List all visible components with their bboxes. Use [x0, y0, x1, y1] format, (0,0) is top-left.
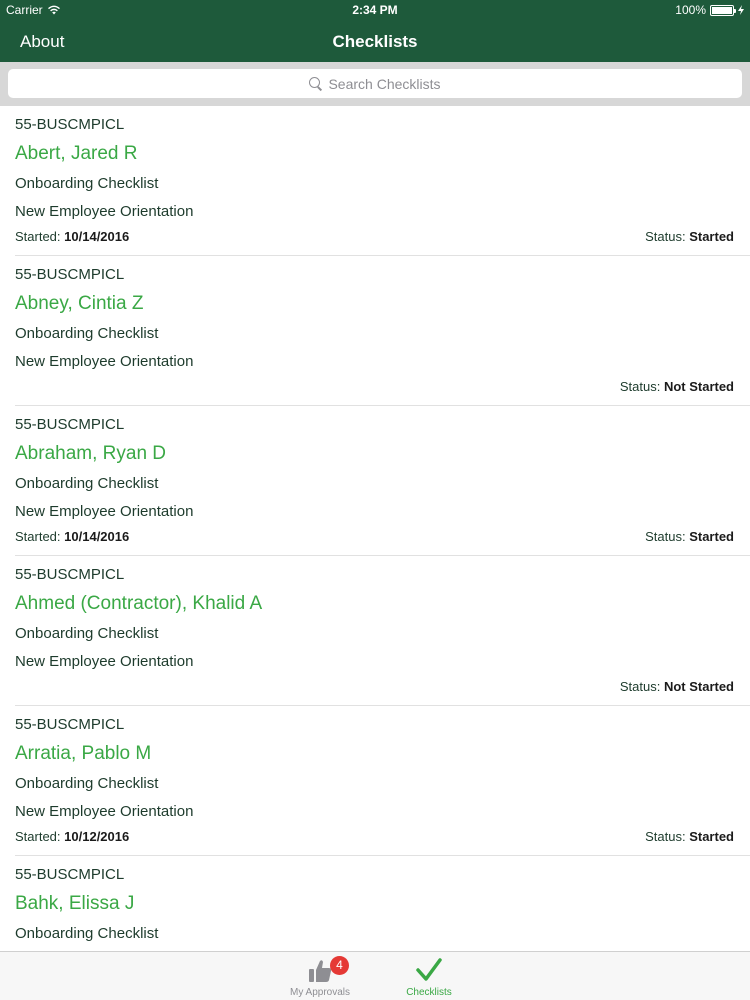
- started-date: 10/14/2016: [64, 529, 130, 544]
- tab-label: Checklists: [406, 987, 452, 998]
- started-label: Started:: [15, 229, 61, 244]
- checklist-type: Onboarding Checklist: [15, 475, 159, 492]
- checklist-code: 55-BUSCMPICL: [15, 266, 125, 283]
- checklist-subtitle: New Employee Orientation: [15, 353, 194, 370]
- employee-name: Arratia, Pablo M: [15, 743, 152, 764]
- tab-label: My Approvals: [289, 987, 351, 998]
- list-item[interactable]: [15, 406, 750, 556]
- search-bar: [0, 62, 750, 106]
- status-label: Status:: [645, 829, 686, 844]
- tab-checklists[interactable]: [384, 952, 474, 1000]
- battery-icon: [710, 5, 734, 16]
- status-label: Status:: [619, 679, 661, 694]
- checklist-code: 55-BUSCMPICL: [15, 116, 125, 133]
- status-info: [620, 679, 734, 694]
- list-item[interactable]: [15, 556, 750, 706]
- status-label: Status:: [645, 229, 686, 244]
- battery-percent: 100%: [675, 3, 706, 17]
- status-value: Started: [689, 229, 734, 244]
- about-button[interactable]: About: [20, 32, 65, 51]
- employee-name: Ahmed (Contractor), Khalid A: [15, 593, 263, 614]
- started-date: 10/12/2016: [64, 829, 130, 844]
- status-info: [645, 829, 734, 844]
- battery-info: [675, 3, 744, 17]
- status-value: Not Started: [663, 379, 734, 394]
- checklist-code: 55-BUSCMPICL: [15, 716, 125, 733]
- started-label: Started:: [15, 529, 61, 544]
- thumbs-up-icon: [308, 958, 332, 984]
- employee-name: Bahk, Elissa J: [15, 893, 135, 914]
- checklist-subtitle: New Employee Orientation: [15, 503, 194, 520]
- checkmark-icon: [415, 956, 443, 984]
- employee-name: Abraham, Ryan D: [15, 443, 167, 464]
- list-item[interactable]: [15, 256, 750, 406]
- checklist-type: Onboarding Checklist: [15, 925, 159, 942]
- tab-bar: [0, 951, 750, 1000]
- list-item[interactable]: [15, 856, 750, 951]
- status-value: Started: [689, 529, 734, 544]
- charging-icon: [738, 5, 744, 15]
- checklist-type: Onboarding Checklist: [15, 625, 159, 642]
- search-placeholder: Search Checklists: [328, 75, 441, 92]
- checklist-list: [0, 106, 750, 951]
- started-info: [15, 229, 129, 244]
- navigation-bar: [0, 20, 750, 62]
- checklist-type: Onboarding Checklist: [15, 775, 159, 792]
- tab-my-approvals[interactable]: [275, 952, 365, 1000]
- list-item[interactable]: [15, 706, 750, 856]
- checklist-subtitle: New Employee Orientation: [15, 803, 194, 820]
- status-label: Status:: [619, 379, 661, 394]
- approvals-badge: 4: [330, 956, 349, 975]
- checklist-code: 55-BUSCMPICL: [15, 866, 125, 883]
- status-bar: [0, 0, 750, 20]
- carrier-label: Carrier: [6, 3, 43, 17]
- started-info: [15, 529, 129, 544]
- employee-name: Abney, Cintia Z: [15, 293, 144, 314]
- list-item[interactable]: [15, 106, 750, 256]
- checklist-subtitle: New Employee Orientation: [15, 203, 194, 220]
- started-info: [15, 829, 129, 844]
- checklist-type: Onboarding Checklist: [15, 325, 159, 342]
- started-label: Started:: [15, 829, 61, 844]
- status-info: [645, 229, 734, 244]
- search-icon: [309, 77, 322, 90]
- checklist-subtitle: New Employee Orientation: [15, 653, 194, 670]
- search-input[interactable]: [8, 69, 742, 98]
- checklist-code: 55-BUSCMPICL: [15, 416, 125, 433]
- status-info: [620, 379, 734, 394]
- status-info: [645, 529, 734, 544]
- status-label: Status:: [645, 529, 686, 544]
- checklist-code: 55-BUSCMPICL: [15, 566, 125, 583]
- started-date: 10/14/2016: [64, 229, 130, 244]
- status-value: Started: [689, 829, 734, 844]
- checklist-type: Onboarding Checklist: [15, 175, 159, 192]
- employee-name: Abert, Jared R: [15, 143, 138, 164]
- top-bar: [0, 0, 750, 62]
- status-value: Not Started: [663, 679, 734, 694]
- clock: 2:34 PM: [352, 3, 398, 17]
- page-title: Checklists: [332, 32, 418, 51]
